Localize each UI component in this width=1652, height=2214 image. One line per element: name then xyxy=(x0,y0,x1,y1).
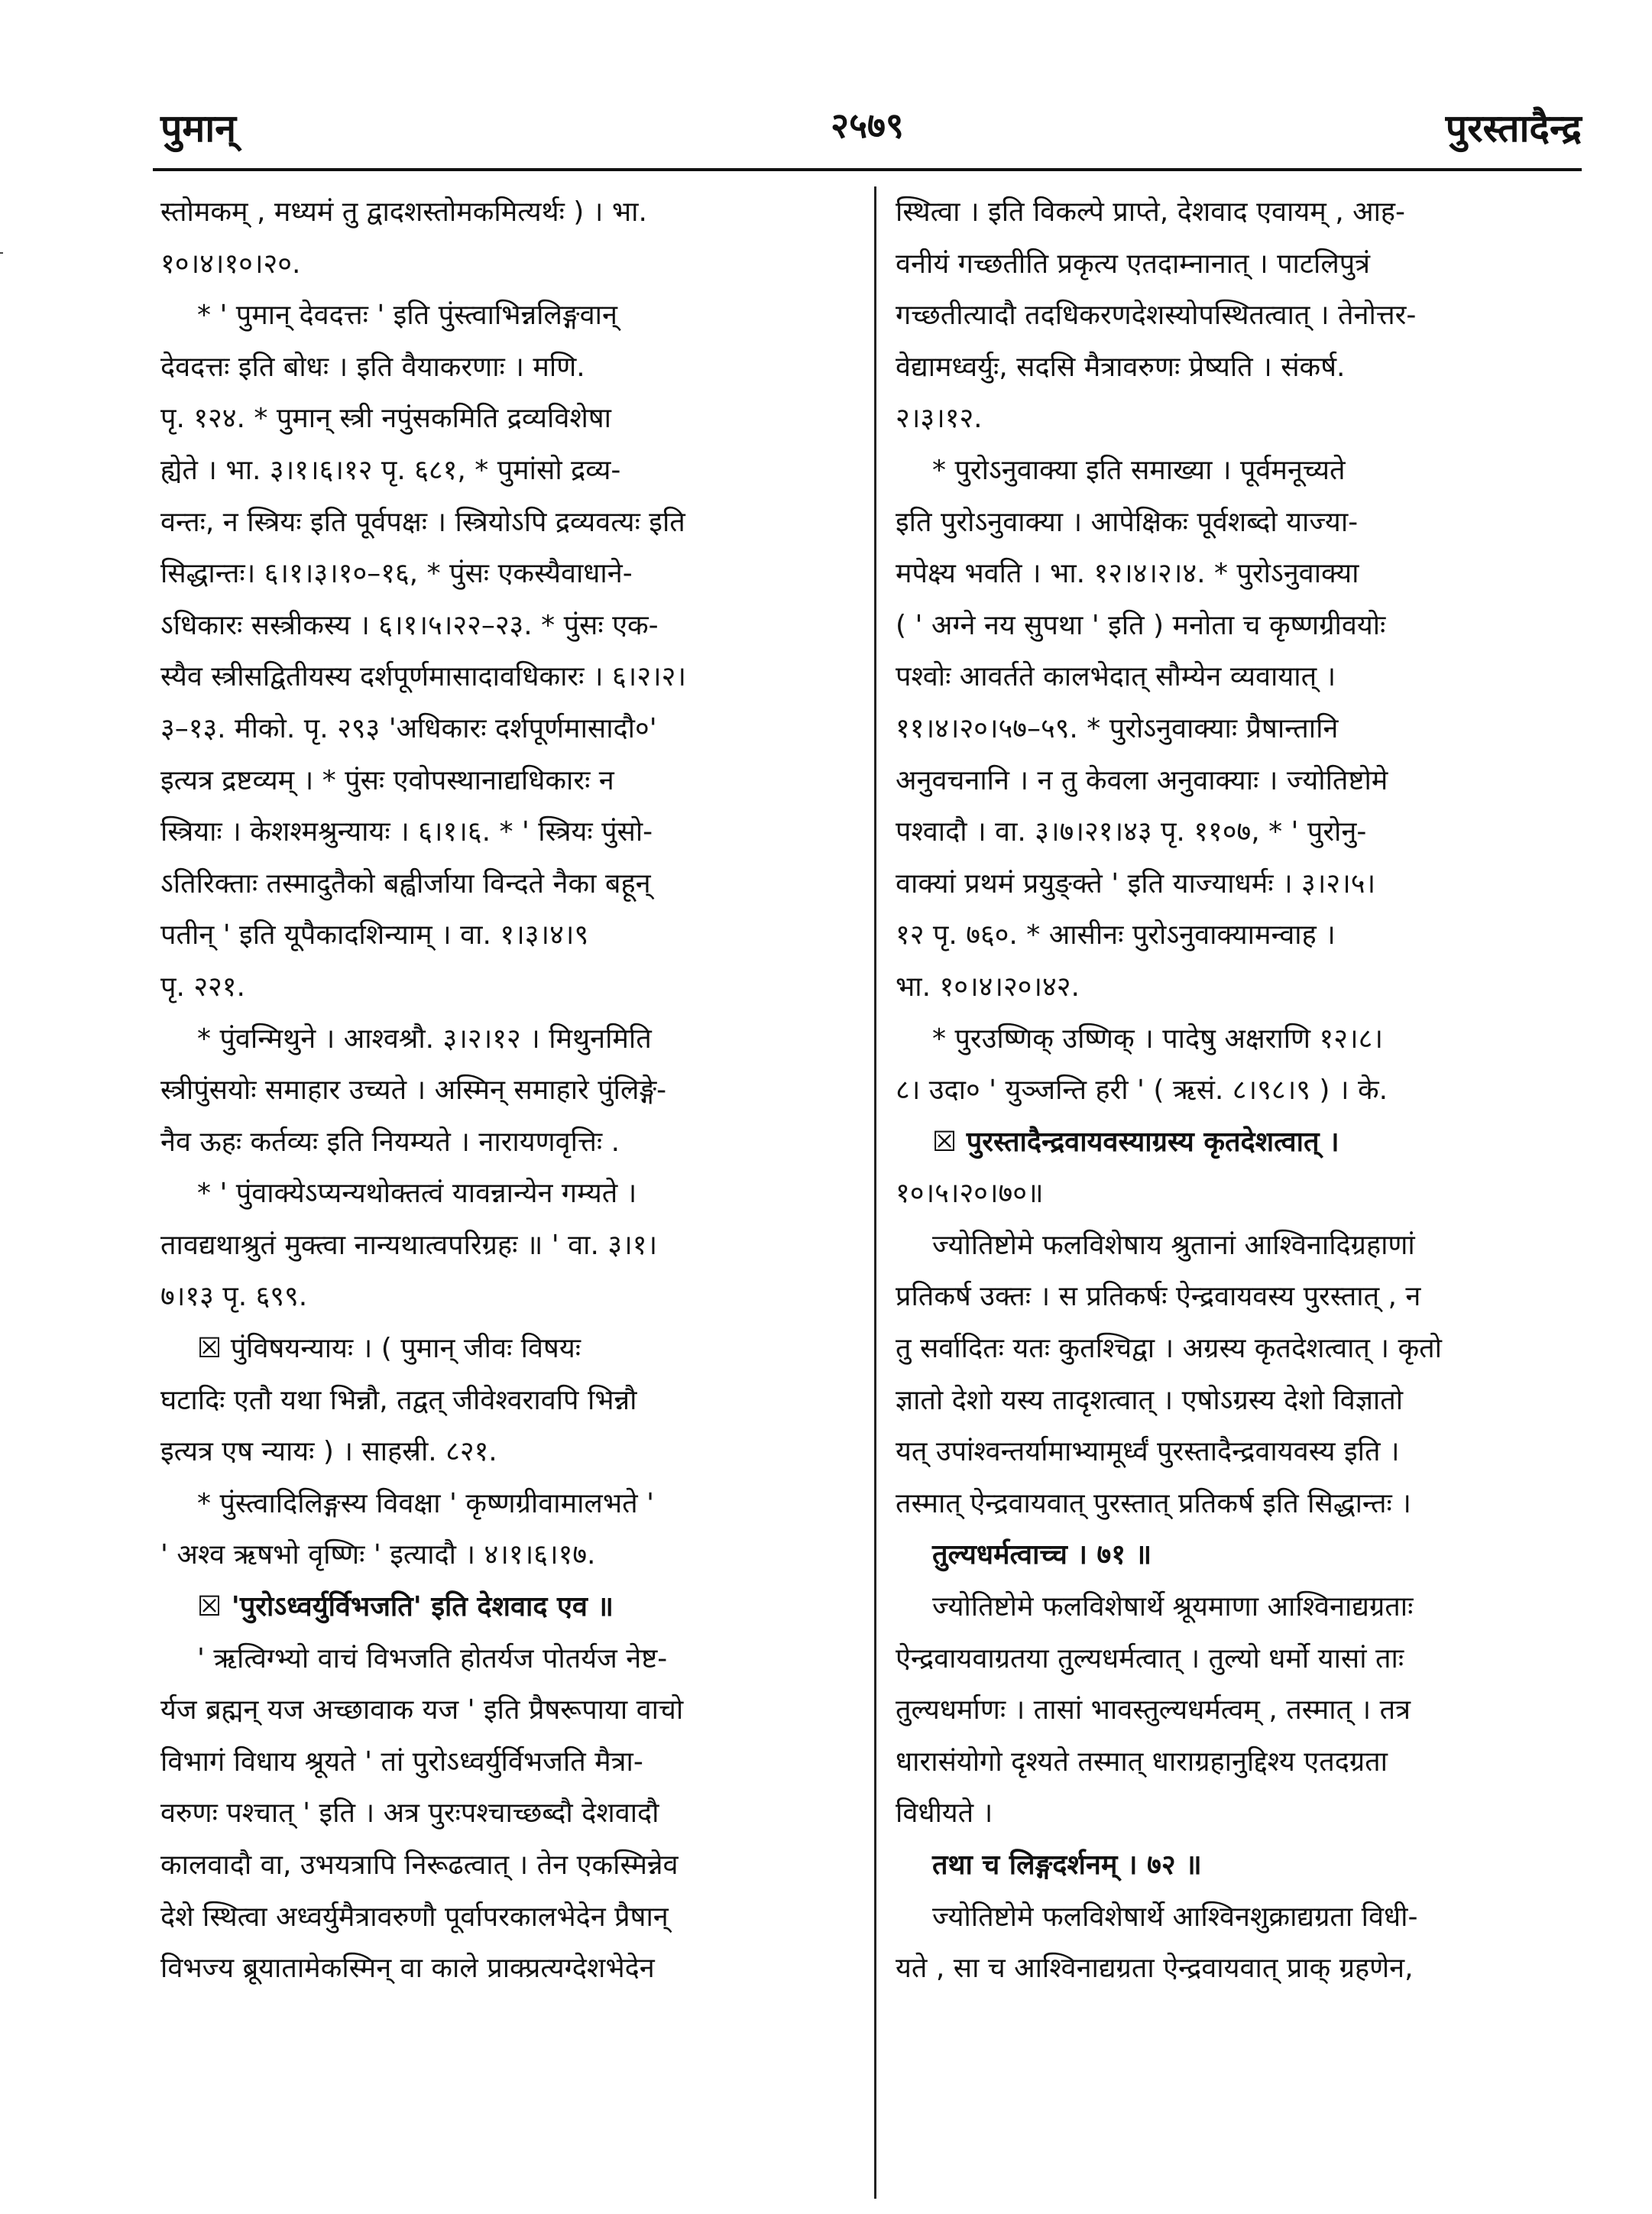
text-line: ११।४।२०।५७–५९. * पुरोऽनुवाक्याः प्रैषान्तानि xyxy=(896,712,1339,744)
header-rule xyxy=(153,168,1582,171)
text-line: ज्योतिष्टोमे फलविशेषार्थे आश्विनशुक्राद्यग्रता विधी- xyxy=(932,1901,1418,1933)
text-line: पृ. २२१. xyxy=(160,971,245,1003)
text-line: पश्वोः आवर्तते कालभेदात् सौम्येन व्यवायात् । xyxy=(896,661,1336,693)
text-line: ( ' अग्ने नय सुपथा ' इति ) मनोता च कृष्णग्रीवयोः xyxy=(896,609,1386,641)
text-line: ३–१३. मीको. पृ. २९३ 'अधिकारः दर्शपूर्णमासादौ०' xyxy=(160,712,657,744)
text-line: तुल्यधर्मत्वाच्च । ७१ ॥ xyxy=(932,1539,1152,1571)
text-line: भा. १०।४।२०।४२. xyxy=(896,971,1080,1003)
text-line: ' ऋत्विग्भ्यो वाचं विभजति होतर्यज पोतर्यज नेष्ट- xyxy=(197,1642,668,1674)
text-line: तुल्यधर्माणः । तासां भावस्तुल्यधर्मत्वम् , तस्मात् । तत्र xyxy=(896,1694,1411,1726)
text-line: १०।५।२०।७०॥ xyxy=(896,1178,1044,1210)
text-line: ज्ञातो देशो यस्य तादृशत्वात् । एषोऽग्रस्य देशो विज्ञातो xyxy=(896,1384,1404,1416)
text-line: विभागं विधाय श्रूयते ' तां पुरोऽध्वर्युर्विभजति मैत्रा- xyxy=(160,1746,643,1778)
text-line: स्तोमकम् , मध्यमं तु द्वादशस्तोमकमित्यर्थः ) । भा. xyxy=(160,196,647,228)
text-line: * पुंवन्मिथुने । आश्वश्रौ. ३।२।१२ । मिथुनमिति xyxy=(197,1023,652,1055)
text-line: कालवादौ वा, उभयत्रापि निरूढत्वात् । तेन एकस्मिन्नेव xyxy=(160,1849,679,1881)
text-line: तथा च लिङ्गदर्शनम् । ७२ ॥ xyxy=(932,1849,1202,1881)
text-line: ज्योतिष्टोमे फलविशेषार्थे श्रूयमाणा आश्विनाद्यग्रताः xyxy=(932,1591,1414,1623)
right-column xyxy=(896,186,1576,1995)
text-line: तस्मात् ऐन्द्रवायवात् पुरस्तात् प्रतिकर्ष इति सिद्धान्तः । xyxy=(896,1487,1411,1519)
text-line: इति पुरोऽनुवाक्या । आपेक्षिकः पूर्वशब्दो याज्या- xyxy=(896,506,1359,538)
text-line: * ' पुमान् देवदत्तः ' इति पुंस्त्वाभिन्नलिङ्गवान् xyxy=(197,300,617,332)
text-line: ऽतिरिक्ताः तस्मादुतैको बह्वीर्जाया विन्दते नैका बहून् xyxy=(160,867,651,900)
text-line: घटादिः एतौ यथा भिन्नौ, तद्वत् जीवेश्वरावपि भिन्नौ xyxy=(160,1384,637,1416)
text-line: इत्यत्र द्रष्टव्यम् । * पुंसः एवोपस्थानाद्यधिकारः न xyxy=(160,764,614,796)
text-line: ' अश्व ऋषभो वृष्णिः ' इत्यादौ । ४।१।६।१७. xyxy=(160,1539,596,1571)
text-line: २।३।१२. xyxy=(896,403,983,435)
column-divider xyxy=(874,186,876,2199)
text-line: इत्यत्र एष न्यायः ) । साहस्री. ८२१. xyxy=(160,1436,497,1468)
text-line: धारासंयोगो दृश्यते तस्मात् धाराग्रहानुद्दिश्य एतदग्रता xyxy=(896,1746,1388,1778)
text-line: * पुरोऽनुवाक्या इति समाख्या । पूर्वमनूच्यते xyxy=(932,454,1346,486)
text-line: देशे स्थित्वा अध्वर्युमैत्रावरुणौ पूर्वापरकालभेदेन प्रैषान् xyxy=(160,1901,669,1933)
page-number: २५७९ xyxy=(831,105,904,146)
text-line: * पुरउष्णिक् उष्णिक् । पादेषु अक्षराणि १२।८। xyxy=(932,1023,1383,1055)
text-line: र्यज ब्रह्मन् यज अच्छावाक यज ' इति प्रैषरूपाया वाचो xyxy=(160,1694,684,1726)
text-line: स्त्रीपुंसयोः समाहार उच्यते । अस्मिन् समाहारे पुंलिङ्गे- xyxy=(160,1075,667,1107)
text-line: * ' पुंवाक्येऽप्यन्यथोक्तत्वं यावन्नान्येन गम्यते । xyxy=(197,1178,637,1210)
text-line: पतीन् ' इति यूपैकादशिन्याम् । वा. १।३।४।९ xyxy=(160,919,589,951)
text-line: नैव ऊहः कर्तव्यः इति नियम्यते । नारायणवृत्तिः . xyxy=(160,1126,620,1158)
text-line: वाक्यां प्रथमं प्रयुङ्क्ते ' इति याज्याधर्मः । ३।२।५। xyxy=(896,867,1376,900)
text-line: ह्येते । भा. ३।१।६।१२ पृ. ६८१, * पुमांसो द्रव्य- xyxy=(160,454,621,486)
text-line: ऽधिकारः सस्त्रीकस्य । ६।१।५।२२–२३. * पुंसः एक- xyxy=(160,609,659,641)
text-line: ☒ पुंविषयन्यायः । ( पुमान् जीवः विषयः xyxy=(197,1333,581,1365)
scan-edge-mark xyxy=(0,252,3,254)
text-line: * पुंस्त्वादिलिङ्गस्य विवक्षा ' कृष्णग्रीवामालभते ' xyxy=(197,1487,655,1519)
text-line: यते , सा च आश्विनाद्यग्रता ऐन्द्रवायवात् प्राक् ग्रहणेन, xyxy=(896,1953,1414,1985)
text-line: ज्योतिष्टोमे फलविशेषाय श्रुतानां आश्विनादिग्रहाणां xyxy=(932,1229,1415,1261)
text-line: ८। उदा० ' युञ्जन्ति हरी ' ( ऋसं. ८।९८।९ ) । के. xyxy=(896,1075,1388,1107)
text-line: मपेक्ष्य भवति । भा. १२।४।२।४. * पुरोऽनुवाक्या xyxy=(896,558,1359,590)
text-line: विधीयते । xyxy=(896,1797,993,1830)
text-line: तावद्यथाश्रुतं मुक्त्वा नान्यथात्वपरिग्रहः ॥ ' वा. ३।१। xyxy=(160,1229,658,1261)
text-line: देवदत्तः इति बोधः । इति वैयाकरणाः । मणि. xyxy=(160,351,585,383)
text-line: १२ पृ. ७६०. * आसीनः पुरोऽनुवाक्यामन्वाह । xyxy=(896,919,1336,951)
text-line: ☒ 'पुरोऽध्वर्युर्विभजति' इति देशवाद एव ॥ xyxy=(197,1591,614,1623)
text-line: प्रतिकर्ष उक्तः । स प्रतिकर्षः ऐन्द्रवायवस्य पुरस्तात् , न xyxy=(896,1281,1421,1313)
text-line: अनुवचनानि । न तु केवला अनुवाक्याः । ज्योतिष्टोमे xyxy=(896,764,1388,796)
text-line: पृ. १२४. * पुमान् स्त्री नपुंसकमिति द्रव्यविशेषा xyxy=(160,403,612,435)
text-line: वन्तः, न स्त्रियः इति पूर्वपक्षः । स्त्रियोऽपि द्रव्यवत्यः इति xyxy=(160,506,685,538)
running-header xyxy=(153,92,1582,160)
text-line: पश्वादौ । वा. ३।७।२१।४३ पृ. ११०७, * ' पुरोनु- xyxy=(896,816,1367,848)
text-line: वरुणः पश्चात् ' इति । अत्र पुरःपश्चाच्छब्दौ देशवादौ xyxy=(160,1797,659,1830)
text-line: १०।४।१०।२०. xyxy=(160,248,301,280)
text-line: गच्छतीत्यादौ तदधिकरणदेशस्योपस्थितत्वात् । तेनोत्तर- xyxy=(896,300,1417,332)
left-column xyxy=(160,186,856,1995)
text-line: सिद्धान्तः। ६।१।३।१०–१६, * पुंसः एकस्यैवाधाने- xyxy=(160,558,633,590)
header-left-word: पुमान् xyxy=(160,106,236,151)
text-line: वेद्यामध्वर्युः, सदसि मैत्रावरुणः प्रेष्यति । संकर्ष. xyxy=(896,351,1346,383)
text-line: स्थित्वा । इति विकल्पे प्राप्ते, देशवाद एवायम् , आह- xyxy=(896,196,1405,228)
text-line: विभज्य ब्रूयातामेकस्मिन् वा काले प्राक्प्रत्यग्देशभेदेन xyxy=(160,1953,655,1985)
text-line: ऐन्द्रवायवाग्रतया तुल्यधर्मत्वात् । तुल्यो धर्मो यासां ताः xyxy=(896,1642,1404,1674)
text-line: स्यैव स्त्रीसद्वितीयस्य दर्शपूर्णमासादावधिकारः । ६।२।२। xyxy=(160,661,687,693)
text-line: स्त्रियाः । केशश्मश्रुन्यायः । ६।१।६. * ' स्त्रियः पुंसो- xyxy=(160,816,653,848)
text-line: तु सर्वादितः यतः कुतश्चिद्वा । अग्रस्य कृतदेशत्वात् । कृतो xyxy=(896,1333,1442,1365)
text-line: यत् उपांश्वन्तर्यामाभ्यामूर्ध्वं पुरस्तादैन्द्रवायवस्य इति । xyxy=(896,1436,1400,1468)
text-line: ७।१३ पृ. ६९९. xyxy=(160,1281,308,1313)
text-line: वनीयं गच्छतीति प्रकृत्य एतदाम्नानात् । पाटलिपुत्रं xyxy=(896,248,1371,280)
header-right-word: पुरस्तादैन्द्र xyxy=(1445,106,1582,151)
text-line: ☒ पुरस्तादैन्द्रवायवस्याग्रस्य कृतदेशत्वात् । xyxy=(932,1126,1339,1158)
